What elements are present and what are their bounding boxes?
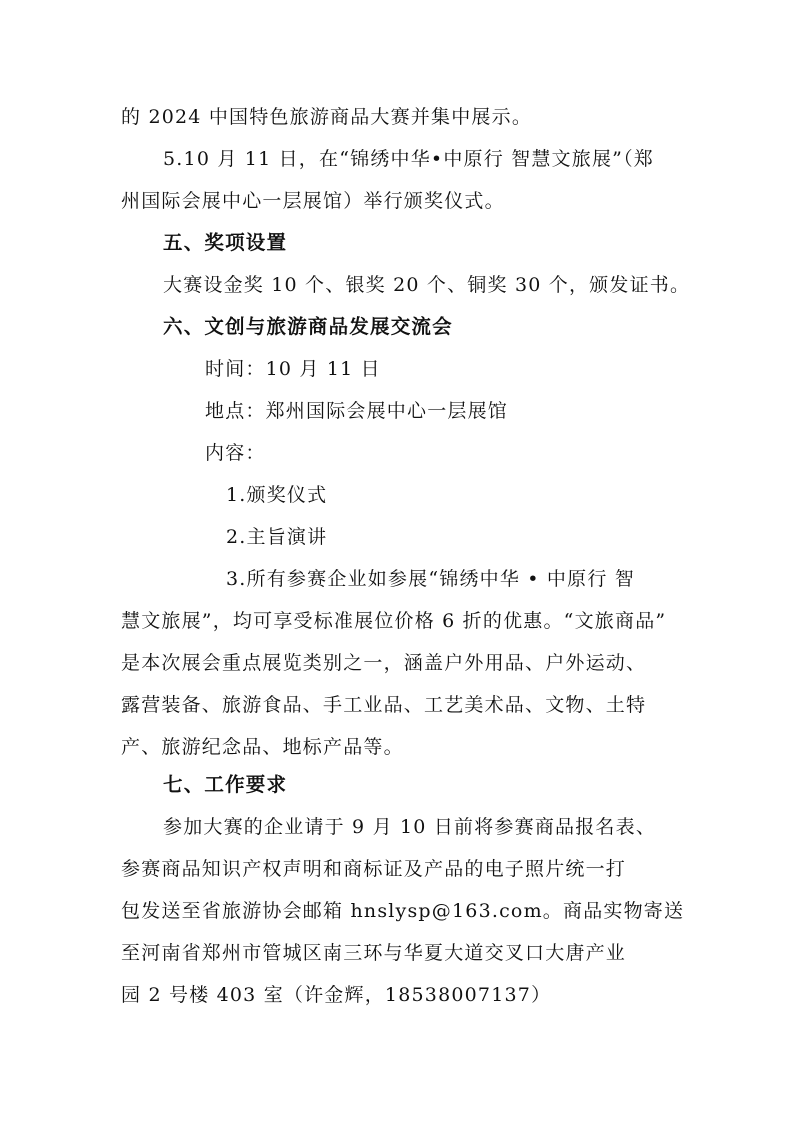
content-item-3-line-5: 产、旅游纪念品、地标产品等。: [121, 736, 404, 758]
section-heading-6: 六、文创与旅游商品发展交流会: [163, 315, 453, 338]
content-item-3-line-4: 露营装备、旅游食品、手工业品、工艺美术品、文物、土特: [121, 694, 647, 716]
event-content-label: 内容：: [205, 442, 266, 464]
requirements-line-1: 参加大赛的企业请于 9 月 10 日前将参赛商品报名表、: [163, 816, 657, 838]
event-time: 时间：10 月 11 日: [205, 358, 381, 380]
section-heading-5: 五、奖项设置: [163, 231, 288, 254]
item-5-line-2: 州国际会展中心一层展馆）举行颁奖仪式。: [121, 190, 505, 212]
section-heading-7: 七、工作要求: [163, 773, 288, 796]
requirements-line-2: 参赛商品知识产权声明和商标证及产品的电子照片统一打: [121, 858, 627, 880]
requirements-line-5: 园 2 号楼 403 室（许金辉，18538007137）: [121, 984, 552, 1006]
requirements-line-4: 至河南省郑州市管城区南三环与华夏大道交叉口大唐产业: [121, 942, 627, 964]
content-item-3-line-2: 慧文旅展”，均可享受标准展位价格 6 折的优惠。“文旅商品”: [121, 610, 667, 632]
requirements-line-3: 包发送至省旅游协会邮箱 hnslysp@163.com。商品实物寄送: [121, 900, 685, 922]
content-item-3-line-3: 是本次展会重点展览类别之一，涵盖户外用品、户外运动、: [121, 652, 647, 674]
paragraph-line: 的 2024 中国特色旅游商品大赛并集中展示。: [121, 106, 533, 128]
content-item-2: 2.主旨演讲: [226, 526, 328, 548]
awards-text: 大赛设金奖 10 个、银奖 20 个、铜奖 30 个，颁发证书。: [163, 274, 691, 296]
event-place: 地点：郑州国际会展中心一层展馆: [205, 400, 509, 422]
content-item-3-line-1: 3.所有参赛企业如参展“锦绣中华 • 中原行 智: [226, 568, 635, 590]
content-item-1: 1.颁奖仪式: [226, 484, 328, 506]
item-5-line-1: 5.10 月 11 日，在“锦绣中华•中原行 智慧文旅展”（郑: [163, 148, 654, 170]
